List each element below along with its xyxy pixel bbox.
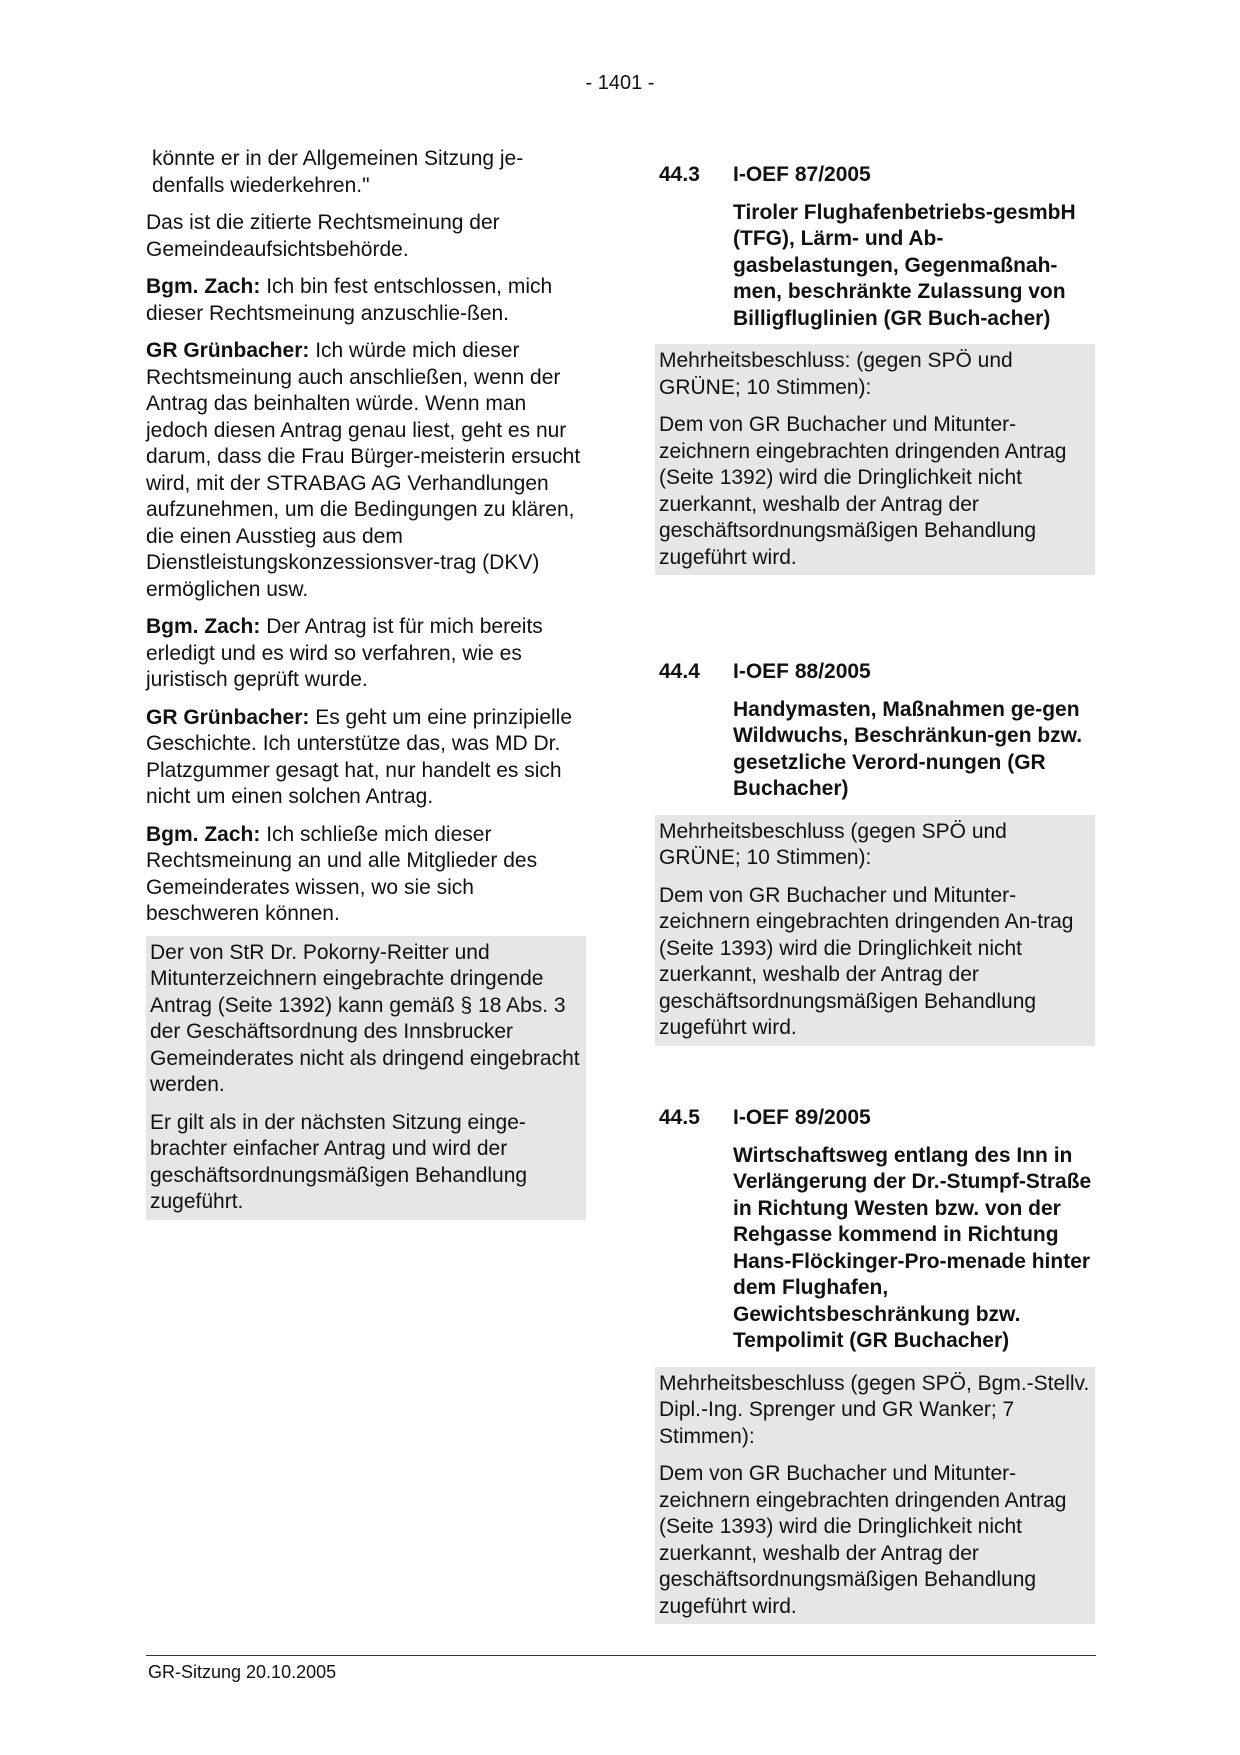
speaker-name: Bgm. Zach: bbox=[146, 275, 261, 298]
item-code: I-OEF 88/2005 bbox=[733, 660, 871, 683]
item-code: I-OEF 87/2005 bbox=[733, 163, 871, 186]
item-number: 44.5 bbox=[659, 1106, 700, 1129]
quote-continuation: könnte er in der Allgemeinen Sitzung je-denfalls wiederkehren." bbox=[152, 147, 524, 197]
paragraph-3 bbox=[146, 338, 586, 603]
decision-box bbox=[146, 936, 586, 1220]
paragraph-text: Ich würde mich dieser Rechtsmeinung auch anschließen, wenn der Antrag das beinhalten würde. Wenn man jedoch diesen Antrag genau liest, geht es nur darum, dass die Frau Bürger-meisterin ersucht wird, mit der STRABAG AG Verhandlungen aufzunehmen, um die Bedingungen zu klären, die einen Ausstieg aus dem Dienstleistungskonzessionsver-trag (DKV) ermöglichen usw. bbox=[146, 339, 581, 601]
vote-text: Mehrheitsbeschluss: (gegen SPÖ und GRÜNE; 10 Stimmen): bbox=[659, 349, 1013, 399]
item-title: Tiroler Flughafenbetriebs-gesmbH (TFG), Lärm- und Ab-gasbelastungen, Gegenmaßnah-men, beschränkte Zulassung von Billigfluglinien (GR Buch-acher) bbox=[733, 200, 1076, 330]
paragraph-text: Es geht um eine prinzipielle Geschichte. Ich unterstütze das, was MD Dr. Platzgummer gesagt hat, nur handelt es sich nicht um einen solchen Antrag. bbox=[146, 705, 573, 808]
item-code: I-OEF 89/2005 bbox=[733, 1106, 871, 1129]
item-title: Wirtschaftsweg entlang des Inn in Verlängerung der Dr.-Stumpf-Straße in Richtung Westen bzw. von der Rehgasse kommend in Richtung Hans-Flöckinger-Pro-menade hinter dem Flughafen, Gewichtsbeschränkung bzw. Tempolimit (GR Buchacher) bbox=[733, 1143, 1092, 1352]
decision-text: Dem von GR Buchacher und Mitunter-zeichnern eingebrachten dringenden Antrag (Seite 1393) wird die Dringlichkeit nicht zuerkannt, weshalb der Antrag der geschäftsordnungsmäßigen Behandlung zugeführt wird. bbox=[659, 1462, 1067, 1618]
item-heading bbox=[655, 162, 1095, 189]
item-heading bbox=[655, 1105, 1095, 1132]
page-number: - 1401 - bbox=[585, 72, 655, 94]
agenda-item-44-3 bbox=[655, 162, 1095, 575]
footer-text: GR-Sitzung 20.10.2005 bbox=[148, 1662, 337, 1682]
item-number: 44.3 bbox=[659, 163, 700, 186]
paragraph-text: Das ist die zitierte Rechtsmeinung der Gemeindeaufsichtsbehörde. bbox=[146, 211, 500, 261]
speaker-name: Bgm. Zach: bbox=[146, 615, 261, 638]
item-title: Handymasten, Maßnahmen ge-gen Wildwuchs, Beschränkun-gen bzw. gesetzliche Verord-nungen (GR Buchacher) bbox=[733, 697, 1083, 800]
paragraph-1 bbox=[146, 210, 586, 263]
decision-text: Dem von GR Buchacher und Mitunter-zeichnern eingebrachten dringenden An-trag (Seite 1393) wird die Dringlichkeit nicht zuerkannt, weshalb der Antrag der geschäftsordnungsmäßigen Behandlung zugeführt wird. bbox=[659, 883, 1074, 1039]
item-number: 44.4 bbox=[659, 660, 700, 683]
decision-text-2: Er gilt als in der nächsten Sitzung einge-brachter einfacher Antrag und wird der geschäftsordnungsmäßigen Behandlung zugeführt. bbox=[150, 1110, 528, 1213]
agenda-item-44-5 bbox=[655, 1105, 1095, 1624]
vote-box bbox=[655, 344, 1095, 575]
paragraph-text: Ich schließe mich dieser Rechtsmeinung an und alle Mitglieder des Gemeinderates wissen, wo sie sich beschweren können. bbox=[146, 822, 538, 925]
paragraph-text: Der Antrag ist für mich bereits erledigt und es wird so verfahren, wie es juristisch geprüft wurde. bbox=[146, 615, 543, 691]
paragraph-text: Ich bin fest entschlossen, mich dieser Rechtsmeinung anzuschlie-ßen. bbox=[146, 275, 553, 325]
paragraph-2 bbox=[146, 274, 586, 327]
vote-text: Mehrheitsbeschluss (gegen SPÖ und GRÜNE; 10 Stimmen): bbox=[659, 819, 1007, 869]
vote-text: Mehrheitsbeschluss (gegen SPÖ, Bgm.-Stellv. Dipl.-Ing. Sprenger und GR Wanker; 7 Stimmen): bbox=[659, 1371, 1090, 1448]
decision-text-1: Der von StR Dr. Pokorny-Reitter und Mitunterzeichnern eingebrachte dringende Antrag (Seite 1392) kann gemäß § 18 Abs. 3 der Geschäftsordnung des Innsbrucker Gemeinderates nicht als dringend eingebracht werden. bbox=[150, 940, 580, 1096]
decision-text: Dem von GR Buchacher und Mitunter-zeichnern eingebrachten dringenden Antrag (Seite 1392) wird die Dringlichkeit nicht zuerkannt, weshalb der Antrag der geschäftsordnungsmäßigen Behandlung zugeführt wird. bbox=[659, 413, 1067, 569]
speaker-name: GR Grünbacher: bbox=[146, 339, 310, 362]
item-heading bbox=[655, 659, 1095, 686]
speaker-name: GR Grünbacher: bbox=[146, 705, 310, 729]
vote-box bbox=[655, 1367, 1095, 1625]
paragraph-6 bbox=[146, 822, 586, 928]
agenda-item-44-4 bbox=[655, 659, 1095, 1046]
vote-box bbox=[655, 815, 1095, 1046]
paragraph-5 bbox=[146, 705, 586, 811]
right-column bbox=[655, 146, 1095, 1626]
paragraph-4 bbox=[146, 614, 586, 694]
speaker-name: Bgm. Zach: bbox=[146, 822, 261, 846]
footer-divider bbox=[146, 1655, 1096, 1656]
left-column bbox=[146, 146, 586, 1220]
